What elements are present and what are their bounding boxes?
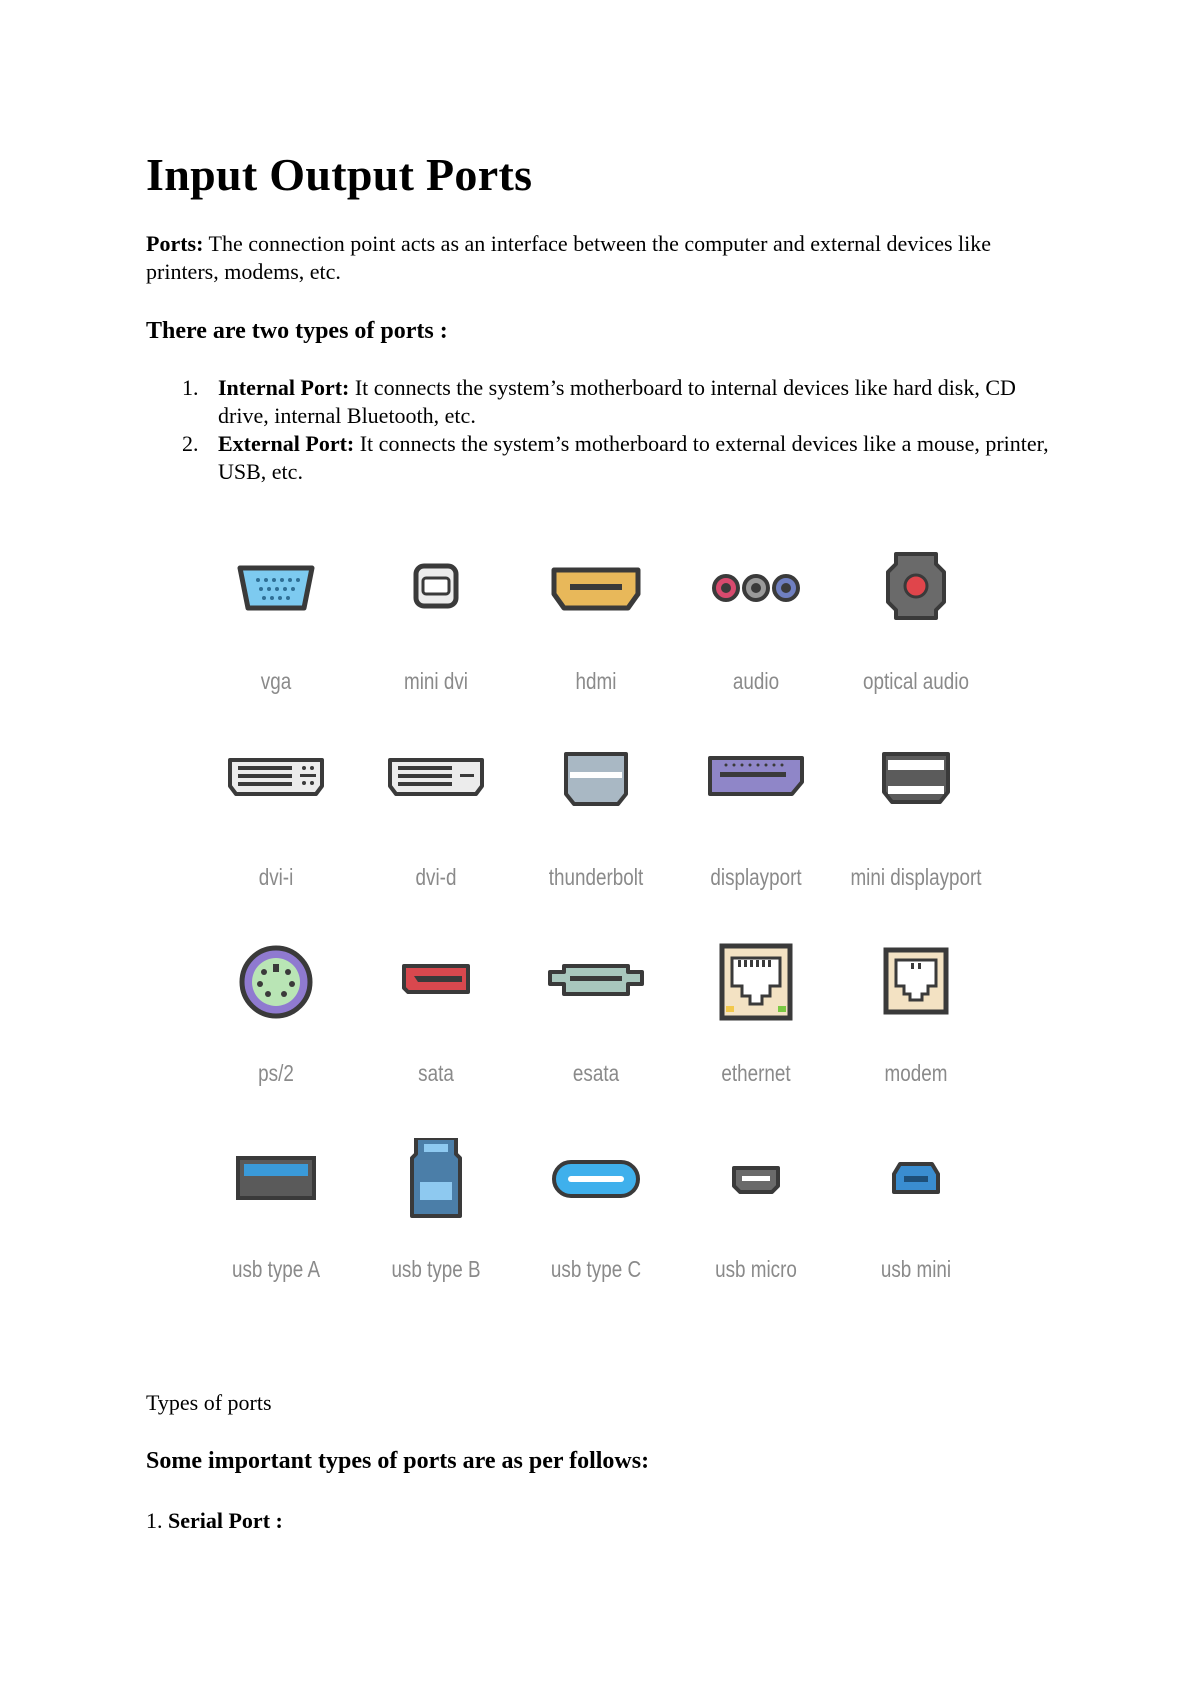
modem-icon	[866, 942, 966, 1032]
serial-port-item	[146, 1508, 283, 1534]
list-number: 1.	[182, 375, 199, 400]
port-cell-audio	[676, 550, 836, 700]
serial-number: 1.	[146, 1508, 163, 1533]
port-label: vga	[260, 668, 292, 694]
port-label: mini dvi	[404, 668, 468, 694]
port-cell-modem	[836, 942, 996, 1092]
port-label: dvi-d	[415, 864, 457, 890]
dvi-i-icon	[226, 746, 326, 836]
intro-paragraph	[146, 230, 1066, 286]
port-label: audio	[732, 668, 780, 694]
usb-type-c-icon	[546, 1138, 646, 1228]
esata-icon	[546, 942, 646, 1032]
port-cell-thunderbolt	[516, 746, 676, 896]
port-label: usb mini	[880, 1256, 952, 1282]
port-label: ethernet	[721, 1060, 791, 1086]
port-cell-displayport	[676, 746, 836, 896]
port-cell-hdmi	[516, 550, 676, 700]
mini-dvi-icon	[386, 550, 486, 640]
port-cell-usb-type-b	[356, 1138, 516, 1288]
thunderbolt-icon	[546, 746, 646, 836]
port-label: hdmi	[575, 668, 617, 694]
port-label: optical audio	[863, 668, 969, 694]
port-cell-ps2	[196, 942, 356, 1092]
vga-icon	[226, 550, 326, 640]
figure-caption: Types of ports	[146, 1390, 272, 1415]
optical-audio-icon	[866, 550, 966, 640]
list-item-label: External Port:	[218, 431, 355, 456]
page-title: Input Output Ports	[146, 149, 533, 200]
hdmi-icon	[546, 550, 646, 640]
port-cell-esata	[516, 942, 676, 1092]
port-cell-optical-audio	[836, 550, 996, 700]
port-cell-sata	[356, 942, 516, 1092]
port-label: usb type A	[231, 1256, 321, 1282]
port-cell-dvi-i	[196, 746, 356, 896]
list-item	[146, 374, 1066, 430]
port-label: dvi-i	[258, 864, 294, 890]
ethernet-icon	[706, 942, 806, 1032]
usb-type-a-icon	[226, 1138, 326, 1228]
port-cell-mini-dvi	[356, 550, 516, 700]
important-heading: Some important types of ports are as per follows:	[146, 1448, 650, 1474]
ps2-icon	[226, 942, 326, 1032]
port-label: ps/2	[258, 1060, 294, 1086]
port-cell-vga	[196, 550, 356, 700]
port-cell-ethernet	[676, 942, 836, 1092]
usb-mini-icon	[866, 1138, 966, 1228]
port-label: usb micro	[715, 1256, 797, 1282]
port-cell-usb-micro	[676, 1138, 836, 1288]
usb-type-b-icon	[386, 1138, 486, 1228]
port-label: mini displayport	[850, 864, 982, 890]
dvi-d-icon	[386, 746, 486, 836]
intro-text: The connection point acts as an interface between the computer and external devices like printers, modems, etc.	[146, 231, 992, 284]
port-cell-dvi-d	[356, 746, 516, 896]
intro-label: Ports:	[146, 231, 204, 256]
mini-displayport-icon	[866, 746, 966, 836]
port-label: sata	[418, 1060, 454, 1086]
displayport-icon	[706, 746, 806, 836]
port-label: thunderbolt	[548, 864, 644, 890]
port-label: usb type B	[391, 1256, 481, 1282]
port-cell-mini-displayport	[836, 746, 996, 896]
list-item	[146, 430, 1066, 486]
list-item-label: Internal Port:	[218, 375, 350, 400]
port-cell-usb-type-a	[196, 1138, 356, 1288]
port-types-list	[146, 374, 1066, 486]
port-label: displayport	[710, 864, 802, 890]
serial-label: Serial Port :	[168, 1508, 283, 1533]
audio-icon	[706, 550, 806, 640]
usb-micro-icon	[706, 1138, 806, 1228]
port-cell-usb-mini	[836, 1138, 996, 1288]
port-cell-usb-type-c	[516, 1138, 676, 1288]
port-label: esata	[572, 1060, 620, 1086]
ports-figure	[196, 550, 996, 1330]
port-label: usb type C	[550, 1256, 642, 1282]
list-item-text: It connects the system’s motherboard to external devices like a mouse, printer, USB, etc.	[218, 431, 1049, 484]
list-number: 2.	[182, 431, 199, 456]
sata-icon	[386, 942, 486, 1032]
port-label: modem	[884, 1060, 948, 1086]
list-item-text: It connects the system’s motherboard to internal devices like hard disk, CD drive, internal Bluetooth, etc.	[218, 375, 1016, 428]
types-heading: There are two types of ports :	[146, 318, 448, 344]
